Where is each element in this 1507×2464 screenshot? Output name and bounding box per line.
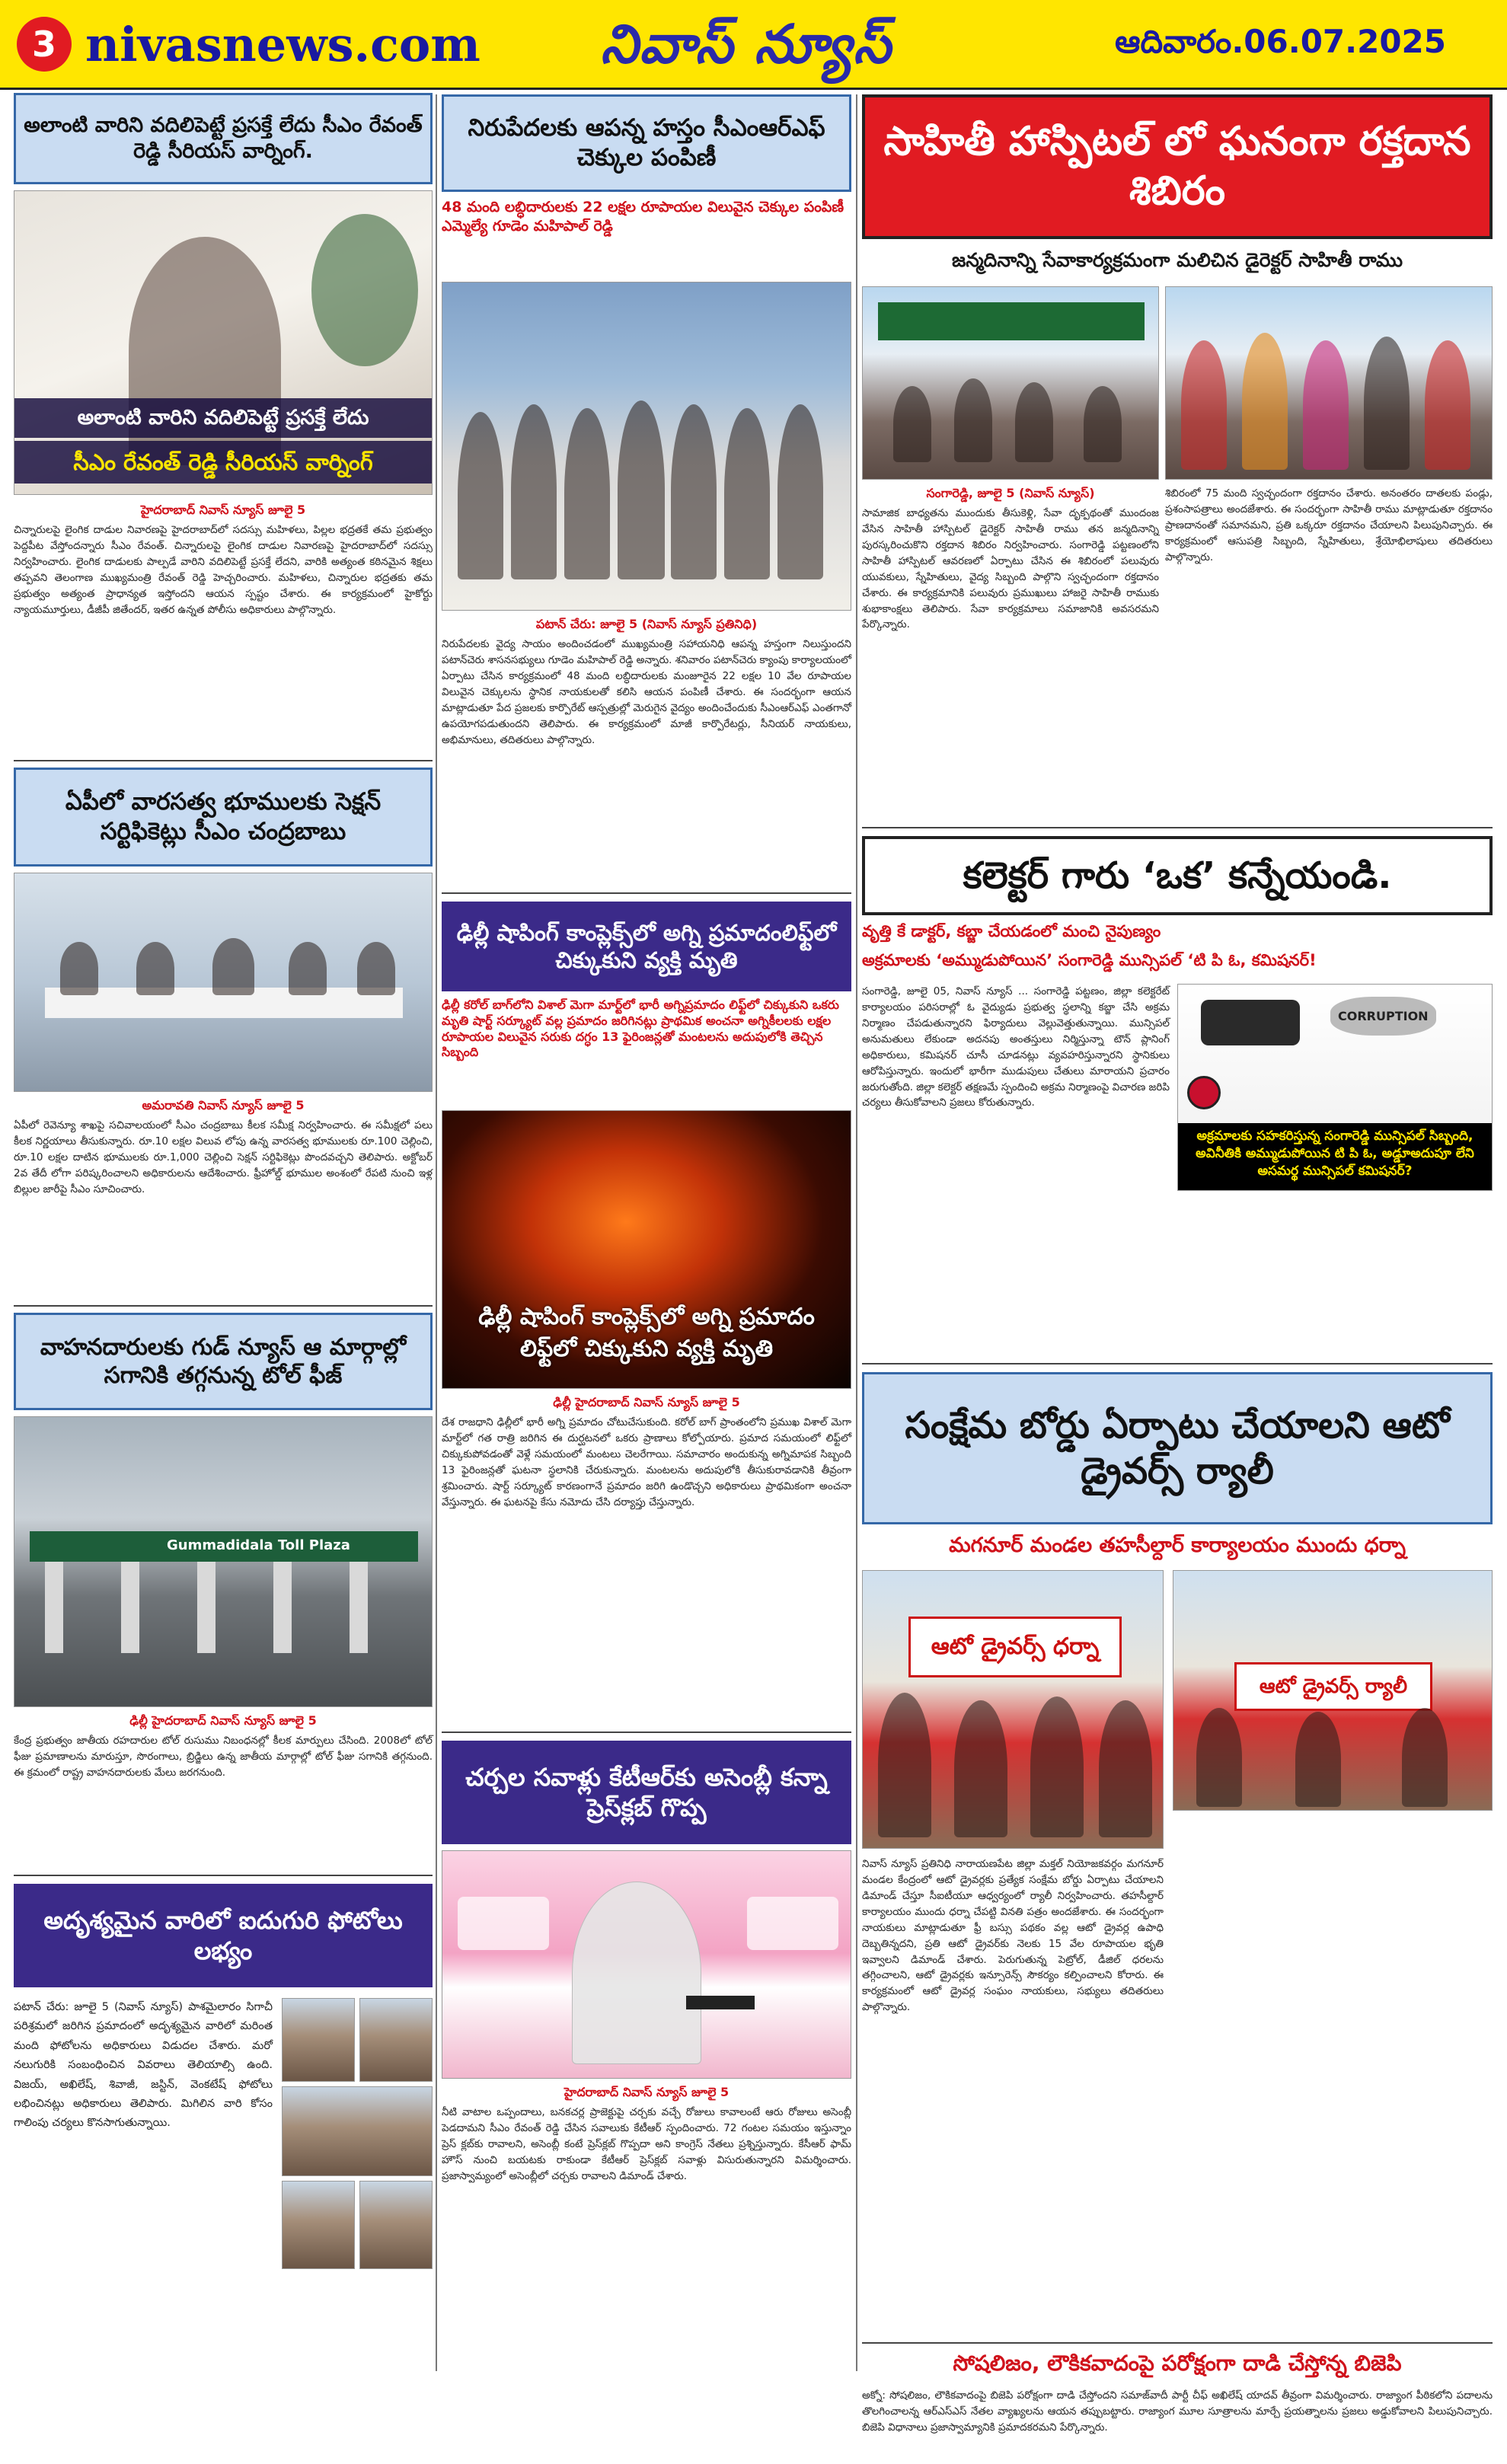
collector-headline[interactable]: కలెక్టర్ గారు ‘ఒక’ కన్నేయండి. bbox=[862, 836, 1493, 915]
person-figure bbox=[954, 1700, 1007, 1837]
corruption-cartoon bbox=[1177, 984, 1493, 1191]
masthead bbox=[0, 0, 1507, 90]
site-name[interactable]: nivasnews.com bbox=[85, 17, 481, 72]
sahithi-headline[interactable]: సాహితీ హాస్పిటల్ లో ఘనంగా రక్తదాన శిబిరం bbox=[862, 94, 1493, 239]
stop-hand-icon bbox=[1187, 1076, 1221, 1109]
ap-lands-headline[interactable]: ఏపీలో వారసత్వ భూములకు సెక్షన్ సర్టిఫికెట్లు సీఎం చంద్రబాబు bbox=[14, 768, 433, 867]
person-figure bbox=[1402, 1708, 1448, 1807]
person-figure bbox=[1425, 340, 1470, 470]
ktr-press-photo bbox=[442, 1850, 851, 2079]
toll-booth bbox=[197, 1562, 216, 1653]
delhi-fire-body: దేశ రాజధాని ఢిల్లీలో భారీ అగ్ని ప్రమాదం చోటుచేసుకుంది. కరోల్ బాగ్ ప్రాంతంలోని ప్రముఖ విశాల్ మెగా మార్ట్‌లో గత రాత్రి జరిగిన ఈ దుర్ఘటనలో ఒకరు ప్రాణాలు కోల్పోయారు. ప్రమాద సమయంలో లిఫ్ట్‌లో చిక్కుకుపోవడంతో వెళ్లే సమయంలో మంటలు చెలరేగాయి. సమాచారం అందుకున్న అగ్నిమాపక సిబ్బంది 13 ఫైరింజన్లతో ఘటనా స్థలానికి చేరుకున్నారు. మంటలను అదుపులోకి తీసుకురావడానికి తీవ్రంగా శ్రమించారు. షార్ట్ సర్క్యూట్ కారణంగానే ప్రమాదం జరిగి ఉండొచ్చని అధికారులు ప్రాథమికంగా అంచనా వేస్తున్నారు. ఈ ఘటనపై కేసు నమోదు చేసి దర్యాప్తు చేస్తున్నారు. bbox=[442, 1416, 851, 1508]
toll-body: కేంద్ర ప్రభుత్వం జాతీయ రహదారుల టోల్ రుసుము నిబంధనల్లో కీలక మార్పులు చేసింది. 2008లో టోల్ ఫీజు ప్రమాణాలను మారుస్తూ, సొరంగాలు, బ్రిడ్జిలు ఉన్న జాతీయ మార్గాల్లో టోల్ ఫీజు సగానికి తగ్గనుంది. ఈ క్రమంలో రాష్ట్ర వాహనదారులకు మేలు జరగనుంది. bbox=[14, 1735, 433, 1779]
blood-camp-photo-2 bbox=[1165, 286, 1493, 480]
ktr-headline[interactable]: చర్చల సవాళ్లు కేటీఆర్‌కు అసెంబ్లీ కన్నా ప్రెస్‌క్లబ్ గొప్ప bbox=[442, 1741, 851, 1844]
corruption-bag: CORRUPTION bbox=[1330, 997, 1436, 1036]
person-figure bbox=[564, 408, 610, 579]
page-number: 3 bbox=[17, 17, 72, 72]
person-figure bbox=[724, 408, 770, 579]
person-figure bbox=[458, 412, 503, 579]
cm-warning-headline[interactable]: అలాంటి వారిని వదిలిపెట్టే ప్రసక్తే లేదు సీఎం రేవంత్ రెడ్డి సీరియస్ వార్నింగ్. bbox=[14, 93, 433, 184]
person-figure bbox=[1084, 386, 1122, 462]
divider bbox=[442, 892, 851, 894]
rally-banner: ఆటో డ్రైవర్స్ ర్యాలీ bbox=[1234, 1662, 1432, 1711]
cmrf-headline[interactable]: నిరుపేదలకు ఆపన్న హస్తం సీఎంఆర్ఎఫ్ చెక్కుల పంపిణీ bbox=[442, 94, 851, 192]
meeting-photo bbox=[14, 873, 433, 1092]
person-figure bbox=[777, 404, 823, 579]
ktr-dateline: హైదరాబాద్ నివాస్ న్యూస్ జూలై 5 bbox=[564, 2085, 730, 2099]
auto-rally-headline[interactable]: సంక్షేమ బోర్డు ఏర్పాటు చేయాలని ఆటో డ్రైవర్స్ ర్యాలీ bbox=[862, 1372, 1493, 1524]
collector-subhead-1: వృత్తి కే డాక్టర్, కబ్జా చేయడంలో మంచి నైపుణ్యం bbox=[862, 922, 1161, 940]
sahithi-subhead: జన్మదినాన్ని సేవాకార్యక్రమంగా మలిచిన డైరెక్టర్ సాహితీ రాము bbox=[951, 249, 1403, 271]
delhi-fire-subhead: ఢిల్లీ కరోల్ బాగ్‌లోని విశాల్ మెగా మార్ట్‌లో భారీ అగ్నిప్రమాదం లిఫ్ట్‌లో చిక్కుకుని ఒకరు మృతి షార్ట్ సర్క్యూట్ వల్ల ప్రమాదం జరిగినట్లు ప్రాథమిక అంచనా అగ్నికీలలకు లక్షల రూపాయల విలువైన సరుకు దగ్ధం 13 ఫైరింజన్లతో మంటలను అదుపులోకి తెచ్చిన సిబ్బంది bbox=[442, 997, 839, 1060]
missing-person-photo bbox=[359, 2181, 433, 2269]
cmrf-dateline: పటాన్ చేరు: జూలై 5 (నివాస్ న్యూస్ ప్రతినిధి) bbox=[535, 617, 758, 631]
column-divider bbox=[856, 94, 857, 2371]
toll-booth bbox=[350, 1562, 368, 1653]
missing-person-photo bbox=[282, 1998, 355, 2082]
divider bbox=[862, 827, 1493, 828]
attendee-figure bbox=[357, 942, 395, 995]
cm-body: చిన్నారులపై లైంగిక దాడుల నివారణపై హైదరాబాద్‌లో సదస్సు మహిళలు, పిల్లల భద్రతకే తమ ప్రభుత్వం పెద్దపీట వేస్తోందన్నారు సీఎం రేవంత్. చిన్నారులపై లైంగిక దాడుల నివారణపై హైదరాబాద్‌లో సదస్సు నిర్వహించారు. లైంగిక దాడులకు పాల్పడే వారిని వదిలిపెట్టే ప్రసక్తే లేదని, వారికి అత్యంత కఠినమైన శిక్షలు తప్పవని తెలంగాణ ముఖ్యమంత్రి రేవంత్ రెడ్డి హెచ్చరించారు. మహిళలు, చిన్నారుల భద్రతకు తమ ప్రభుత్వం అత్యంత ప్రాధాన్యత ఇస్తోందని ఆయన స్పష్టం చేశారు. ఈ కార్యక్రమంలో హైకోర్టు న్యాయమూర్తులు, డీజీపీ జితేందర్, ఇతర ఉన్నత పోలీసు అధికారులు పాల్గొన్నారు. bbox=[14, 524, 433, 616]
person-figure bbox=[1303, 340, 1349, 470]
fire-photo-caption: ఢిల్లీ షాపింగ్ కాంప్లెక్స్‌లో అగ్ని ప్రమాదం లిఫ్ట్‌లో చిక్కుకుని వ్యక్తి మృతి bbox=[478, 1304, 815, 1362]
missing-photos bbox=[282, 1998, 433, 2269]
attendee-figure bbox=[212, 938, 254, 995]
speaker-figure bbox=[572, 1882, 701, 2064]
divider bbox=[14, 1305, 433, 1307]
attendee-figure bbox=[136, 942, 174, 995]
toll-headline[interactable]: వాహనదారులకు గుడ్ న్యూస్ ఆ మార్గాల్లో సగానికి తగ్గనున్న టోల్ ఫీజ్ bbox=[14, 1313, 433, 1410]
toll-booth bbox=[121, 1562, 139, 1653]
ap-body: ఏపీలో రెవెన్యూ శాఖపై సచివాలయంలో సీఎం చంద్రబాబు కీలక సమీక్ష నిర్వహించారు. ఈ సమీక్షలో పలు కీలక నిర్ణయాలు తీసుకున్నారు. రూ.10 లక్షల విలువ లోపు ఉన్న వారసత్వ భూములకు రూ.100 చెల్లించి, రూ.10 లక్షల దాటిన భూములకు రూ.1,000 చెల్లించి సెక్షన్ సర్టిఫికెట్లు పొందవచ్చని తెలిపారు. అక్టోబర్ 2వ తేదీ లోగా పరిష్కరించాలని అధికారులను ఆదేశించారు. ఫ్రీహోల్డ్ భూముల అంశంలో రేపటి నుంచి ఇళ్ల బిల్లుల జారీపై సీఎం సూచించారు. bbox=[14, 1119, 433, 1195]
column-divider bbox=[436, 94, 437, 2371]
sahithi-dateline: సంగారెడ్డి, జూలై 5 (నివాస్ న్యూస్) bbox=[926, 486, 1095, 500]
person-figure bbox=[1181, 340, 1227, 470]
divider bbox=[862, 1363, 1493, 1364]
dharna-banner: ఆటో డ్రైవర్స్ ధర్నా bbox=[908, 1617, 1122, 1677]
person-figure bbox=[1196, 1708, 1242, 1807]
toll-booth bbox=[45, 1562, 63, 1653]
sahithi-body-right: శిబిరంలో 75 మంది స్వచ్ఛందంగా రక్తదానం చేశారు. అనంతరం దాతలకు పండ్లు, ప్రశంసాపత్రాలు అందజేశారు. ఈ సందర్భంగా సాహితీ రాము మాట్లాడుతూ రక్తదానం ప్రాణదానంతో సమానమని, ప్రతి ఒక్కరూ రక్తదానం చేయాలని పిలుపునిచ్చారు. ఈ కార్యక్రమంలో ఆసుపత్రి సిబ్బంది, స్నేహితులు, శ్రేయోభిలాషులు తదితరులు పాల్గొన్నారు. bbox=[1165, 487, 1493, 563]
cm-photo bbox=[14, 190, 433, 495]
missing-person-photo bbox=[282, 2181, 355, 2269]
person-figure bbox=[878, 1693, 931, 1837]
microphone-icon bbox=[686, 1996, 755, 2009]
person-figure bbox=[1015, 382, 1053, 462]
person-figure bbox=[954, 378, 992, 462]
missing-person-photo bbox=[282, 2086, 433, 2176]
cartoon-caption: అక్రమాలకు సహకరిస్తున్న సంగారెడ్డి మున్సిపల్ సిబ్బంది, అవినీతికి అమ్ముడుపోయిన టి పి ఓ, అడ్డూఅదుపూ లేని అసమర్థ మున్సిపల్ కమిషనర్? bbox=[1178, 1123, 1492, 1190]
car-symbol-icon bbox=[458, 1897, 549, 1950]
cmrf-group-photo bbox=[442, 282, 851, 611]
cm-photo-overlay-1: అలాంటి వారిని వదిలిపెట్టే ప్రసక్తే లేదు bbox=[14, 398, 432, 438]
divider bbox=[862, 2342, 1493, 2344]
collector-subhead-2: అక్రమాలకు ‘అమ్ముడుపోయిన’ సంగారెడ్డి మున్సిపల్ ‘టి పి ఓ, కమిషనర్! bbox=[862, 951, 1317, 969]
divider bbox=[14, 760, 433, 761]
handshake-icon bbox=[1201, 1000, 1300, 1045]
person-figure bbox=[511, 404, 557, 579]
missing-headline[interactable]: అదృశ్యమైన వారిలో ఐదుగురి ఫోటోలు లభ్యం bbox=[14, 1884, 433, 1987]
auto-rally-subhead: మగనూర్ మండల తహసీల్దార్ కార్యాలయం ముందు ధర్నా bbox=[949, 1534, 1406, 1557]
plant-shape bbox=[311, 214, 418, 366]
person-figure bbox=[671, 404, 717, 579]
person-figure bbox=[1030, 1696, 1084, 1837]
car-symbol-icon bbox=[747, 1897, 838, 1950]
auto-rally-photo bbox=[1173, 1570, 1493, 1811]
person-figure bbox=[1364, 337, 1410, 470]
person-figure bbox=[1295, 1712, 1341, 1807]
attendee-figure bbox=[289, 942, 327, 995]
divider bbox=[442, 1732, 851, 1733]
auto-body-left: నివాస్ న్యూస్ ప్రతినిధి నారాయణపేట జిల్లా మక్తల్ నియోజకవర్గం మగనూర్ మండల కేంద్రంలో ఆటో డ్రైవర్లకు ప్రత్యేక సంక్షేమ బోర్డు ఏర్పాటు చేయాలని డిమాండ్ చేస్తూ సీఐటీయూ ఆధ్వర్యంలో ర్యాలీ నిర్వహించారు. తహసీల్దార్ కార్యాలయం ముందు ధర్నా చేపట్టి వినతి పత్రం అందజేశారు. ఈ సందర్భంగా నాయకులు మాట్లాడుతూ ఫ్రీ బస్సు పథకం వల్ల ఆటో డ్రైవర్ల ఉపాధి దెబ్బతిన్నదని, ప్రతి ఆటో డ్రైవర్‌కు నెలకు 15 వేల రూపాయల భృతి ఇవ్వాలని డిమాండ్ చేశారు. పెరుగుతున్న పెట్రోల్, డీజిల్ ధరలను తగ్గించాలని, ఆటో డ్రైవర్లకు ఇన్సూరెన్స్ సౌకర్యం కల్పించాలని కోరారు. ఈ కార్యక్రమంలో ఆటో డ్రైవర్ల సంఘం నాయకులు, సభ్యులు తదితరులు పాల్గొన్నారు. bbox=[862, 1858, 1164, 2014]
ap-dateline: అమరావతి నివాస్ న్యూస్ జూలై 5 bbox=[142, 1098, 305, 1112]
toll-booth bbox=[273, 1562, 292, 1653]
camp-banner bbox=[878, 302, 1145, 340]
delhi-fire-dateline: ఢిల్లీ హైదరాబాద్ నివాస్ న్యూస్ జూలై 5 bbox=[553, 1395, 740, 1409]
cmrf-body: నిరుపేదలకు వైద్య సాయం అందించడంలో ముఖ్యమంత్రి సహాయనిధి ఆపన్న హస్తంగా నిలుస్తుందని పటాన్‌చెరు శాసనసభ్యులు గూడెం మహిపాల్ రెడ్డి అన్నారు. శనివారం పటాన్‌చెరు క్యాంపు కార్యాలయంలో ఏర్పాటు చేసిన కార్యక్రమంలో 48 మంది లబ్ధిదారులకు మంజూరైన 22 లక్షల 10 వేల రూపాయల విలువైన చెక్కులను స్థానిక నాయకులతో కలిసి ఆయన పంపిణీ చేశారు. ఈ సందర్భంగా ఆయన మాట్లాడుతూ పేద ప్రజలకు కార్పొరేట్ ఆస్పత్రుల్లో మెరుగైన వైద్యం అందించేందుకు సీఎంఆర్ఎఫ్ ఎంతగానో ఉపయోగపడుతుందని తెలిపారు. ఈ కార్యక్రమంలో మాజీ కార్పొరేటర్లు, సీనియర్ నాయకులు, అభిమానులు, తదితరులు పాల్గొన్నారు. bbox=[442, 638, 851, 746]
cm-dateline: హైదరాబాద్ నివాస్ న్యూస్ జూలై 5 bbox=[140, 503, 306, 517]
ktr-body: నీటి వాటాల ఒప్పందాలు, బనకచర్ల ప్రాజెక్టుపై చర్చకు వచ్చే రోజులు కావాలంటే ఆరు రోజులు అసెంబ్లీ పెడదామని సీఎం రేవంత్ రెడ్డి చేసిన సవాలుకు కేటీఆర్ స్పందించారు. 72 గంటల సమయం ఇస్తున్నాం ప్రెస్ క్లబ్‌కు రావాలని, అసెంబ్లీ కంటే ప్రెస్‌క్లబ్ గొప్పదా అని కాంగ్రెస్ నేతలు ప్రశ్నిస్తున్నారు. కేసీఆర్ ఫామ్ హౌస్ నుంచి బయటకు రాకుండా కేటీఆర్ ప్రెస్‌క్లబ్ సవాళ్లు విసురుతున్నారని విమర్శించారు. ప్రజాస్వామ్యంలో అసెంబ్లీలో చర్చకు రావాలని డిమాండ్ చేశారు. bbox=[442, 2106, 851, 2182]
person-figure bbox=[893, 386, 931, 462]
newspaper-brand: నివాస్ న్యూస్ bbox=[600, 13, 892, 75]
person-figure bbox=[1099, 1700, 1152, 1837]
attendee-figure bbox=[60, 942, 98, 995]
bjp-body: అక్నో: సోషలిజం, లౌకికవాదంపై బిజెపి పరోక్షంగా దాడి చేస్తోందని సమాజ్‌వాదీ పార్టీ చీఫ్ అఖిలేష్ యాదవ్ తీవ్రంగా విమర్శించారు. రాజ్యాంగ పీఠికలోని పదాలను తొలగించాలన్న ఆర్‌ఎస్‌ఎస్ నేతల వ్యాఖ్యలను ఆయన తప్పుబట్టారు. రాజ్యాంగ మూల సూత్రాలను మార్చే ప్రయత్నాలను ప్రజలు అడ్డుకోవాలని పిలుపునిచ్చారు. బిజెపి విధానాలు ప్రజాస్వామ్యానికి ప్రమాదకరమని పేర్కొన్నారు. bbox=[862, 2389, 1493, 2434]
collector-body: సంగారెడ్డి, జూలై 05, నివాస్ న్యూస్ ... సంగారెడ్డి పట్టణం, జిల్లా కలెక్టరేట్ కార్యాలయం పరిసరాల్లో ఓ వైద్యుడు ప్రభుత్వ స్థలాన్ని కబ్జా చేసి అక్రమ నిర్మాణం చేపడుతున్నారని ఫిర్యాదులు వెల్లువెత్తుతున్నాయి. మున్సిపల్ అనుమతులు లేకుండా అదనపు అంతస్తులు నిర్మిస్తున్నా టౌన్ ప్లానింగ్ అధికారులు, కమిషనర్ చూసీ చూడనట్లు వ్యవహరిస్తున్నారని స్థానికులు ఆరోపిస్తున్నారు. ఇందులో భారీగా ముడుపులు చేతులు మారాయని ప్రచారం జరుగుతోంది. జిల్లా కలెక్టర్ తక్షణమే స్పందించి అక్రమ నిర్మాణంపై విచారణ జరిపి చర్యలు తీసుకోవాలని ప్రజలు కోరుతున్నారు. bbox=[862, 985, 1170, 1109]
person-figure bbox=[1242, 333, 1288, 470]
delhi-fire-headline[interactable]: ఢిల్లీ షాపింగ్ కాంప్లెక్స్‌లో అగ్ని ప్రమాదంలిఫ్ట్‌లో చిక్కుకుని వ్యక్తి మృతి bbox=[442, 902, 851, 991]
toll-dateline: ఢిల్లీ హైదరాబాద్ నివాస్ న్యూస్ జూలై 5 bbox=[129, 1713, 317, 1728]
auto-dharna-photo bbox=[862, 1570, 1164, 1849]
sahithi-body-left: సామాజిక బాధ్యతను ముందుకు తీసుకెళ్లి, సేవా దృక్పథంతో ముందంజ వేసిన సాహితీ హాస్పిటల్ డైరెక్టర్ సాహితీ రాము తన జన్మదినాన్ని పురస్కరించుకొని రక్తదాన శిబిరం నిర్వహించారు. సంగారెడ్డి పట్టణంలోని సాహితీ హాస్పిటల్ ఆవరణలో ఏర్పాటు చేసిన ఈ శిబిరంలో పలువురు యువకులు, స్నేహితులు, వైద్య సిబ్బంది పాల్గొని స్వచ్ఛందంగా రక్తదానం చేశారు. ఈ కార్యక్రమానికి పలువురు ప్రముఖులు హాజరై సాహితీ రాముకు శుభాకాంక్షలు తెలిపారు. సేవా కార్యక్రమాలు సమాజానికి అవసరమని పేర్కొన్నారు. bbox=[862, 507, 1159, 631]
cmrf-subhead: 48 మంది లబ్ధిదారులకు 22 లక్షల రూపాయల విలువైన చెక్కుల పంపిణీ ఎమ్మెల్యే గూడెం మహిపాల్ రెడ్డి bbox=[442, 199, 844, 235]
issue-date: ఆదివారం.06.07.2025 bbox=[1114, 23, 1446, 60]
fire-photo bbox=[442, 1110, 851, 1389]
toll-plaza-photo bbox=[14, 1416, 433, 1707]
missing-person-photo bbox=[359, 1998, 433, 2082]
divider bbox=[14, 1875, 433, 1876]
blood-camp-photo-1 bbox=[862, 286, 1159, 480]
bjp-headline[interactable]: సోషలిజం, లౌకికవాదంపై పరోక్షంగా దాడి చేస్తోన్న బిజెపి bbox=[953, 2351, 1402, 2376]
person-figure bbox=[618, 401, 665, 579]
cm-photo-overlay-2: సీఎం రేవంత్ రెడ్డి సీరియస్ వార్నింగ్ bbox=[14, 441, 432, 484]
auto-body-right bbox=[1173, 1818, 1493, 2336]
missing-body: పటాన్ చేరు: జూలై 5 (నివాస్ న్యూస్) పాశమైలారం సిగాచీ పరిశ్రమలో జరిగిన ప్రమాదంలో అదృశ్యమైన వారిలో మరింత మంది ఫోటోలను అధికారులు విడుదల చేశారు. మరో నలుగురికి సంబంధించిన వివరాలు తెలియాల్సి ఉంది. విజయ్, అఖిలేష్, శివాజీ, జస్టిన్, వెంకటేష్ ఫోటోలు లభించినట్లు అధికారులు తెలిపారు. మిగిలిన వారి కోసం గాలింపు చర్యలు కొనసాగుతున్నాయి. bbox=[14, 2001, 273, 2130]
toll-sign-text: Gummadidala Toll Plaza bbox=[167, 1537, 350, 1553]
